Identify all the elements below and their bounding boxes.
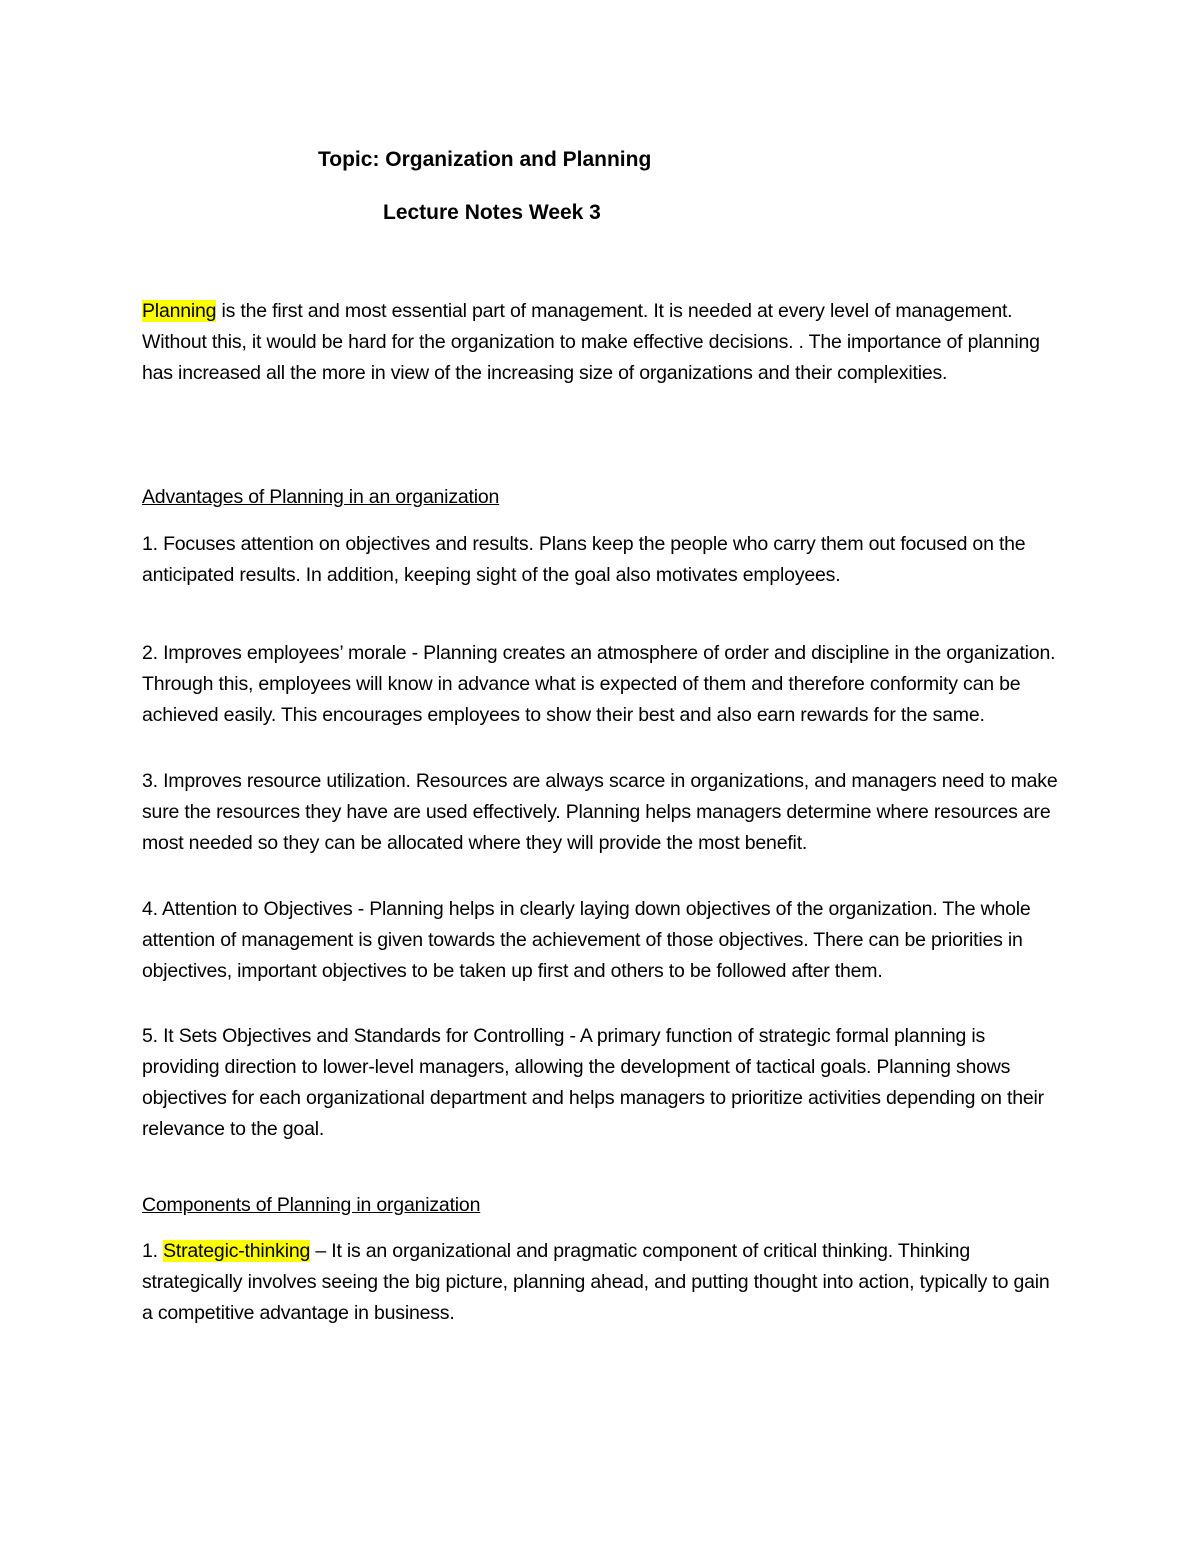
intro-paragraph [142,296,1060,389]
component-number: 1. [142,1240,164,1262]
intro-text: is the first and most essential part of management. It is needed at every level of management. Without this, it would be hard for the organization to make effective decisions. . The importance of planning has increased all the more in view of the increasing size of organizations and their complexities. [142,300,1040,384]
component-item-1 [142,1236,1060,1329]
highlighted-term: Planning [142,300,217,322]
page-subtitle: Lecture Notes Week 3 [383,201,601,224]
advantage-item-3: 3. Improves resource utilization. Resources are always scarce in organizations, and managers need to make sure the resources they have are used effectively. Planning helps managers determine where resources are most needed so they can be allocated where they will provide the most benefit. [142,770,1058,854]
component-text: – It is an organizational and pragmatic component of critical thinking. Thinking strategically involves seeing the big picture, planning ahead, and putting thought into action, typically to gain a competitive advantage in business. [142,1240,1050,1324]
page-title: Topic: Organization and Planning [318,148,652,171]
advantage-item-4: 4. Attention to Objectives - Planning helps in clearly laying down objectives of the organization. The whole attention of management is given towards the achievement of those objectives. There can be priorities in objectives, important objectives to be taken up first and others to be followed after them. [142,898,1031,982]
advantage-item-5: 5. It Sets Objectives and Standards for Controlling - A primary function of strategic formal planning is providing direction to lower-level managers, allowing the development of tactical goals. Planning shows objectives for each organizational department and helps managers to prioritize activities depending on their relevance to the goal. [142,1025,1044,1140]
advantage-item-2: 2. Improves employees’ morale - Planning creates an atmosphere of order and discipline in the organization. Through this, employees will know in advance what is expected of them and therefore conformity can be achieved easily. This encourages employees to show their best and also earn rewards for the same. [142,642,1056,726]
advantages-heading: Advantages of Planning in an organization [142,486,500,508]
highlighted-term: Strategic-thinking [163,1240,311,1262]
components-heading: Components of Planning in organization [142,1194,481,1216]
advantage-item-1: 1. Focuses attention on objectives and results. Plans keep the people who carry them out focused on the anticipated results. In addition, keeping sight of the goal also motivates employees. [142,533,1026,586]
